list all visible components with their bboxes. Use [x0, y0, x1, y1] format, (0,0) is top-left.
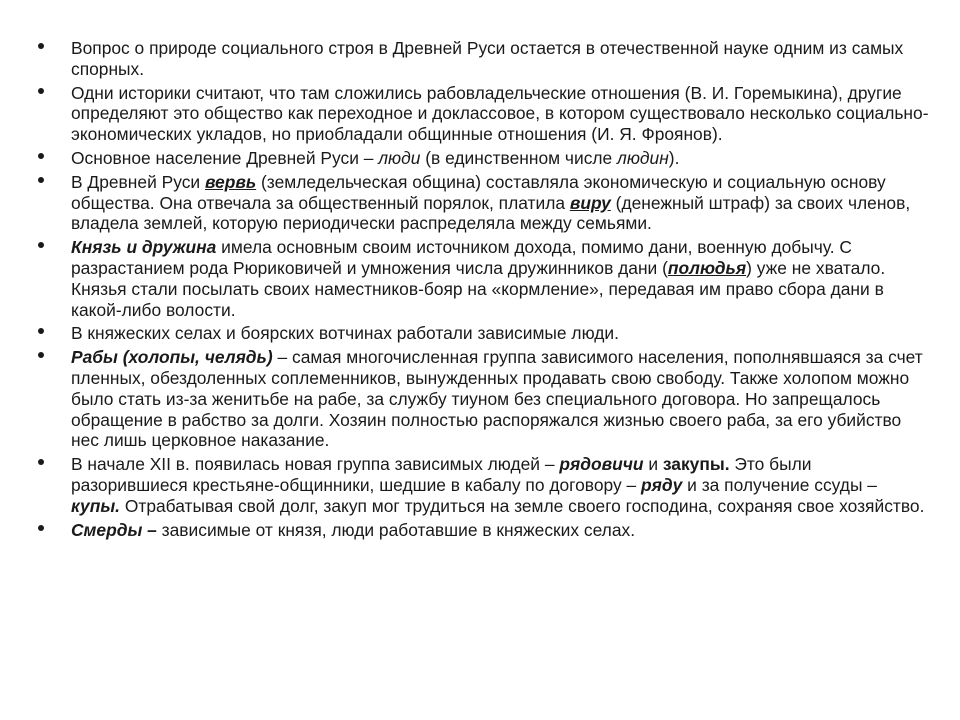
list-item	[38, 83, 930, 145]
emphasized-term: виру	[569, 192, 611, 213]
text-segment: Основное население Древней Руси –	[71, 147, 379, 168]
bullet-dot-icon	[38, 328, 44, 334]
list-item	[38, 148, 930, 169]
emphasized-term: купы.	[71, 495, 121, 516]
bullet-dot-icon	[38, 459, 44, 465]
emphasized-term: Рабы (холопы, челядь)	[71, 347, 273, 368]
list-item	[38, 323, 930, 344]
text-segment: (земледельческая община) составляла экономическую и социальную основу общества. Она отвечала за общественный порялок, платила	[71, 171, 886, 213]
bullet-list	[38, 38, 930, 540]
text-segment: – самая многочисленная группа зависимого населения, пополнявшаяся за счет пленных, обездоленных соплеменников, вынужденных продавать свою свободу. Также холопом можно было стать из-за женитьбе на рабе, за службу тиуном без специального договора. Но запрещалось обращение в рабство за долги. Хозяин полностью распоряжался жизнью своего раба, за его убийство нес лишь церковное наказание.	[71, 347, 923, 451]
bullet-dot-icon	[38, 242, 44, 248]
emphasized-term: закупы.	[662, 454, 730, 475]
list-item	[38, 38, 930, 80]
text-segment: (денежный штраф) за своих членов, владела землей, которую периодически распределяла между семьями.	[71, 192, 911, 234]
emphasized-term: Смерды –	[71, 519, 157, 540]
emphasized-term: людин	[617, 147, 669, 168]
text-segment: Это были разорившиеся крестьяне-общинники, шедшие в кабалу по договору –	[71, 454, 812, 495]
text-segment: и за получение ссуды –	[682, 474, 877, 495]
bullet-dot-icon	[38, 43, 44, 49]
emphasized-term: рядовичи	[559, 454, 644, 475]
text-segment: ) уже не хватало. Князья стали посылать своих наместников-бояр на «кормление», передавая им право сбора дани в какой-либо волости.	[71, 257, 886, 320]
text-segment: Отрабатывая свой долг, закуп мог трудиться на земле своего господина, сохраняя свое хозяйство.	[120, 495, 925, 516]
emphasized-term: Князь и дружина	[71, 237, 217, 258]
emphasized-term: ряду	[641, 474, 683, 495]
bullet-dot-icon	[38, 177, 44, 183]
text-segment: имела основным своим источником дохода, помимо дани, военную добычу. С разрастанием рода Рюриковичей и умножения числа дружинников дани (	[71, 237, 852, 278]
text-segment: и	[643, 454, 663, 475]
list-item	[38, 454, 930, 516]
emphasized-term: вервь	[204, 171, 257, 192]
list-item	[38, 237, 930, 320]
list-item	[38, 520, 930, 541]
text-segment: Вопрос о природе социального строя в Древней Руси остается в отечественной науке одним из самых спорных.	[71, 38, 904, 79]
text-segment: Одни историки считают, что там сложились рабовладельческие отношения (В. И. Горемыкина), другие определяют это общество как переходное и доклассовое, в котором существовало несколько социально-экономических укладов, но приобладали общинные отношения (И. Я. Фроянов).	[71, 82, 929, 145]
text-segment: ).	[668, 147, 680, 168]
bullet-dot-icon	[38, 525, 44, 531]
text-segment: В Древней Руси	[71, 171, 205, 192]
list-item	[38, 347, 930, 451]
bullet-dot-icon	[38, 153, 44, 159]
text-segment: В княжеских селах и боярских вотчинах работали зависимые люди.	[71, 323, 619, 344]
text-segment: В начале XII в. появилась новая группа зависимых людей –	[71, 454, 560, 475]
text-segment: (в единственном числе	[420, 147, 618, 168]
emphasized-term: люди	[378, 147, 421, 168]
bullet-dot-icon	[38, 88, 44, 94]
bullet-dot-icon	[38, 352, 44, 358]
list-item	[38, 172, 930, 234]
text-segment: зависимые от князя, люди работавшие в княжеских селах.	[156, 519, 636, 540]
emphasized-term: полюдья	[667, 257, 747, 278]
